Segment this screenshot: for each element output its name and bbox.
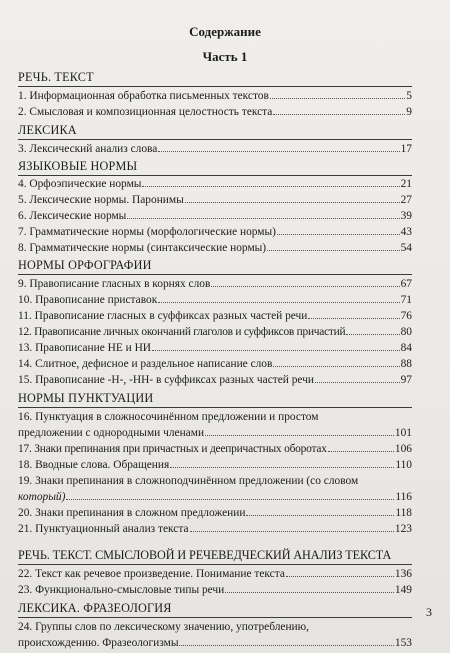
toc-entry-title-line1[interactable]: 16. Пунктуация в сложносочинённом предложении и простом: [18, 411, 319, 423]
toc-entry-title-line2: происхождению. Фразеологизмы: [18, 637, 179, 649]
toc-entry-title: 6. Лексические нормы: [18, 210, 127, 222]
dot-leader: [158, 302, 399, 303]
dot-leader: [127, 218, 399, 219]
section-divider: [18, 86, 412, 87]
dot-leader: [273, 114, 405, 115]
toc-entry-title: 14. Слитное, дефисное и раздельное написание слов: [18, 358, 273, 370]
toc-entry-page: 84: [400, 342, 412, 354]
toc-entry[interactable]: [18, 566, 412, 582]
toc-entry[interactable]: [18, 489, 412, 505]
toc-entry-title: 23. Функционально-смысловые типы речи: [18, 584, 225, 596]
toc-entry-page: 97: [400, 374, 412, 386]
toc-entry-title: 7. Грамматические нормы (морфологические нормы): [18, 226, 276, 238]
toc-entry[interactable]: [18, 457, 412, 473]
dot-leader: [225, 592, 394, 593]
toc-entry[interactable]: [18, 192, 412, 208]
toc-entry-page: 153: [394, 637, 412, 649]
toc-entry-title: 13. Правописание НЕ и НИ: [18, 342, 152, 354]
dot-leader: [185, 202, 400, 203]
toc-entry-page: 101: [394, 427, 412, 439]
section-heading-text-analysis: РЕЧЬ. ТЕКСТ. СМЫСЛОВОЙ И РЕЧЕВЕДЧЕСКИЙ АНАЛИЗ ТЕКСТА: [18, 548, 392, 562]
toc-entry-title: 15. Правописание -Н-, -НН- в суффиксах разных частей речи: [18, 374, 315, 386]
toc-entry[interactable]: [18, 240, 412, 256]
dot-leader: [315, 382, 400, 383]
toc-entry-title: 8. Грамматические нормы (синтаксические нормы): [18, 242, 267, 254]
toc-entry-page: 27: [400, 194, 412, 206]
toc-entry[interactable]: [18, 441, 412, 457]
dot-leader: [267, 250, 400, 251]
toc-entry-page: 54: [400, 242, 412, 254]
toc-entry-page: 106: [394, 443, 412, 455]
part-title: Часть 1: [202, 49, 248, 64]
section-divider: [18, 617, 412, 618]
dot-leader: [270, 98, 405, 99]
toc-entry[interactable]: [18, 88, 412, 104]
toc-entry[interactable]: [18, 208, 412, 224]
toc-entry-title: 10. Правописание приставок: [18, 294, 158, 306]
section-heading-speech-text: РЕЧЬ. ТЕКСТ: [18, 70, 94, 84]
section-heading-punctuation: НОРМЫ ПУНКТУАЦИИ: [18, 391, 154, 405]
toc-entry-title: 1. Информационная обработка письменных текстов: [18, 90, 269, 102]
toc-entry-title: 17. Знаки препинания при причастных и деепричастных оборотах: [18, 443, 327, 455]
toc-entry-title-line2: который): [18, 491, 66, 503]
section-heading-orthography: НОРМЫ ОРФОГРАФИИ: [18, 258, 152, 272]
dot-leader: [328, 451, 394, 452]
toc-entry[interactable]: [18, 635, 412, 651]
toc-entry-title: 18. Вводные слова. Обращения: [18, 459, 170, 471]
toc-entry[interactable]: [18, 308, 412, 324]
toc-entry[interactable]: [18, 356, 412, 372]
dot-leader: [277, 234, 400, 235]
toc-entry-page: 110: [395, 459, 412, 471]
section-divider: [18, 274, 412, 275]
dot-leader: [179, 645, 393, 646]
toc-entry-page: 21: [400, 178, 412, 190]
dot-leader: [158, 151, 399, 152]
dot-leader: [66, 499, 394, 500]
toc-entry-title: 5. Лексические нормы. Паронимы: [18, 194, 184, 206]
toc-entry-page: 76: [400, 310, 412, 322]
toc-entry-title: 12. Правописание личных окончаний глаголов и суффиксов причастий: [18, 326, 346, 338]
toc-entry-page: 5: [406, 90, 412, 102]
toc-entry-page: 71: [400, 294, 412, 306]
toc-entry[interactable]: [18, 582, 412, 598]
toc-entry-title: 2. Смысловая и композиционная целостность текста: [18, 106, 273, 118]
toc-entry[interactable]: [18, 372, 412, 388]
toc-entry[interactable]: [18, 521, 412, 537]
toc-entry-page: 136: [394, 568, 412, 580]
dot-leader: [346, 334, 399, 335]
toc-entry-title: 20. Знаки препинания в сложном предложении: [18, 507, 246, 519]
toc-entry[interactable]: [18, 141, 412, 157]
toc-entry-page: 123: [394, 523, 412, 535]
toc-entry-title: 22. Текст как речевое произведение. Понимание текста: [18, 568, 285, 580]
section-divider: [18, 564, 412, 565]
toc-entry[interactable]: [18, 176, 412, 192]
toc-entry-page: 39: [400, 210, 412, 222]
toc-entry[interactable]: [18, 276, 412, 292]
toc-entry[interactable]: [18, 505, 412, 521]
toc-entry[interactable]: [18, 425, 412, 441]
toc-entry-page: 9: [406, 106, 412, 118]
toc-entry[interactable]: [18, 292, 412, 308]
dot-leader: [273, 366, 399, 367]
toc-entry-title: 9. Правописание гласных в корнях слов: [18, 278, 211, 290]
dot-leader: [170, 467, 394, 468]
section-heading-lexicon: ЛЕКСИКА: [18, 123, 77, 137]
section-heading-language-norms: ЯЗЫКОВЫЕ НОРМЫ: [18, 159, 138, 173]
dot-leader: [211, 286, 399, 287]
toc-entry-page: 17: [400, 143, 412, 155]
page-title: Содержание: [189, 24, 261, 39]
dot-leader: [142, 186, 399, 187]
toc-entry[interactable]: [18, 104, 412, 120]
toc-entry-page: 118: [395, 507, 412, 519]
dot-leader: [286, 576, 394, 577]
toc-entry-title: 11. Правописание гласных в суффиксах разных частей речи: [18, 310, 308, 322]
toc-entry[interactable]: [18, 340, 412, 356]
dot-leader: [152, 350, 400, 351]
dot-leader: [246, 515, 394, 516]
toc-entry[interactable]: [18, 324, 412, 340]
section-heading-phraseology: ЛЕКСИКА. ФРАЗЕОЛОГИЯ: [18, 601, 172, 615]
toc-entry-page: 67: [400, 278, 412, 290]
toc-entry-page: 116: [395, 491, 412, 503]
toc-entry-page: 149: [394, 584, 412, 596]
toc-entry-title-line1[interactable]: 19. Знаки препинания в сложноподчинённом предложении (со словом: [18, 475, 359, 487]
toc-entry-page: 80: [400, 326, 412, 338]
toc-entry-title: 21. Пунктуационный анализ текста: [18, 523, 189, 535]
toc-entry-page: 43: [400, 226, 412, 238]
toc-entry[interactable]: [18, 224, 412, 240]
section-divider: [18, 407, 412, 408]
toc-entry-title-line1[interactable]: 24. Группы слов по лексическому значению, употреблению,: [18, 621, 310, 633]
toc-entry-title-line2: предложении с однородными членами: [18, 427, 205, 439]
section-divider: [18, 139, 412, 140]
dot-leader: [205, 435, 394, 436]
page-number: 3: [426, 605, 432, 619]
toc-entry-title: 3. Лексический анализ слова: [18, 143, 158, 155]
toc-entry-page: 88: [400, 358, 412, 370]
dot-leader: [308, 318, 399, 319]
dot-leader: [190, 531, 394, 532]
toc-entry-title: 4. Орфоэпические нормы: [18, 178, 142, 190]
